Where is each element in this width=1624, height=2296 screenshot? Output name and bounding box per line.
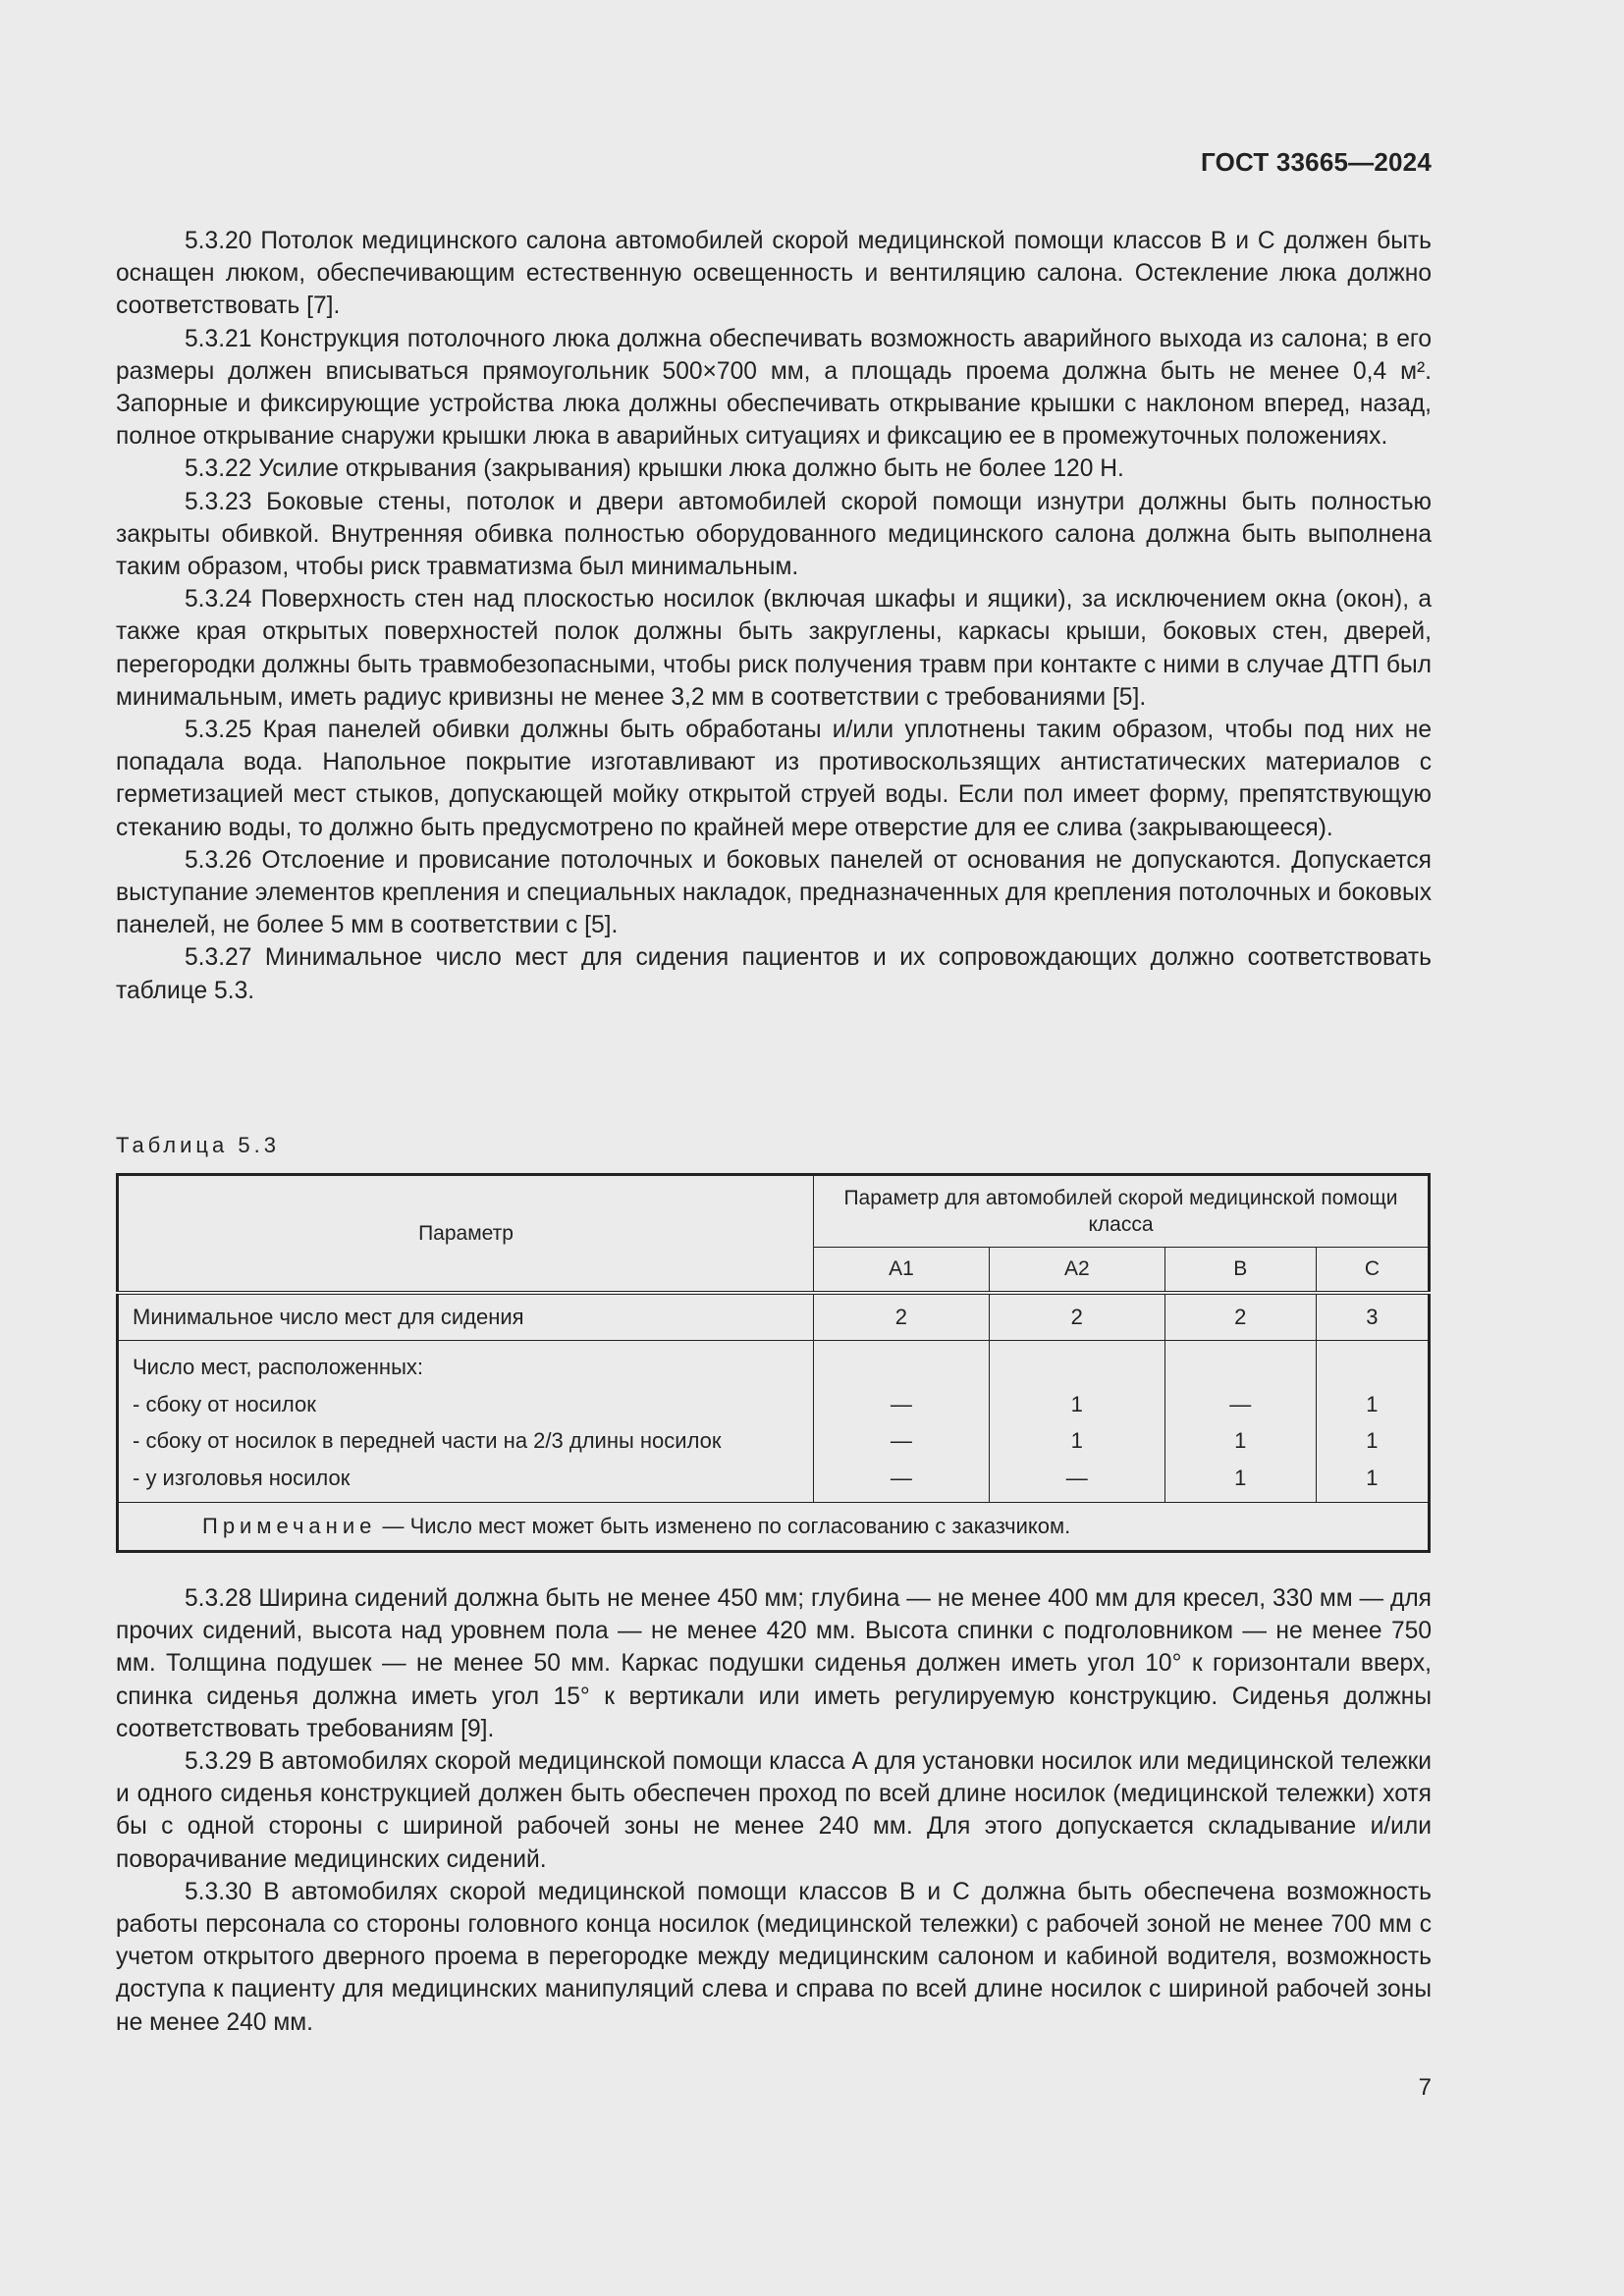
- header-parameter: Параметр: [118, 1175, 814, 1294]
- paragraph-5-3-28: 5.3.28 Ширина сидений должна быть не менее 450 мм; глубина — не менее 400 мм для кресел, 330 мм — для прочих сидений, высота над уровнем пола — не менее 420 мм. Высота спинки с подголовником — не менее 750 мм. Толщина подушек — не менее 50 мм. Каркас подушки сиденья должен иметь угол 10° к горизонтали вверх, спинка сиденья должна иметь угол 15° к вертикали или иметь регулируемую конструкцию. Сиденья должны соответствовать требованиям [9].: [116, 1585, 1432, 1742]
- cell-value: 3: [1316, 1293, 1429, 1341]
- cell-value: 2: [1164, 1293, 1316, 1341]
- group-item-label: - сбоку от носилок в передней части на 2/3 длины носилок: [133, 1428, 722, 1453]
- cell-column-a2: [989, 1341, 1164, 1503]
- row-label-group: [118, 1341, 814, 1503]
- paragraph-5-3-22: 5.3.22 Усилие открывания (закрывания) крышки люка должно быть не более 120 Н.: [185, 455, 1124, 483]
- paragraph-5-3-25: 5.3.25 Края панелей обивки должны быть обработаны и/или уплотнены таким образом, чтобы под них не попадала вода. Напольное покрытие изготавливают из противоскользящих антистатических материалов с герметизацией мест стыков, допускающей мойку открытой струей воды. Если пол имеет форму, препятствующую стеканию воды, то должно быть предусмотрено по крайней мере отверстие для ее слива (закрывающееся).: [116, 717, 1432, 841]
- standard-designation: ГОСТ 33665—2024: [1201, 147, 1432, 177]
- table-note-row: [118, 1503, 1430, 1552]
- group-title: Число мест, расположенных:: [133, 1355, 423, 1379]
- seating-table: [116, 1173, 1431, 1553]
- header-class-c: С: [1316, 1248, 1429, 1294]
- paragraph-5-3-23: 5.3.23 Боковые стены, потолок и двери автомобилей скорой помощи изнутри должны быть полностью закрыты обивкой. Внутренняя обивка полностью оборудованного медицинского салона должна быть выполнена таким образом, чтобы риск травматизма был минимальным.: [116, 488, 1432, 581]
- cell-value: —: [890, 1391, 912, 1416]
- paragraph-5-3-20: 5.3.20 Потолок медицинского салона автомобилей скорой медицинской помощи классов В и С должен быть оснащен люком, обеспечивающим естественную освещенность и вентиляцию салона. Остекление люка должно соответствовать [7].: [116, 228, 1432, 320]
- cell-value: 1: [1234, 1465, 1247, 1490]
- paragraph-5-3-26: 5.3.26 Отслоение и провисание потолочных и боковых панелей от основания не допускаются. Допускается выступание элементов крепления и специальных накладок, предназначенных для крепления потолочных и боковых панелей, не более 5 мм в соответствии с [5].: [116, 846, 1432, 939]
- page-number: 7: [1418, 2074, 1432, 2101]
- cell-value: —: [1229, 1391, 1252, 1416]
- group-item-label: - сбоку от носилок: [133, 1391, 316, 1416]
- table-caption: Таблица 5.3: [116, 1133, 280, 1157]
- cell-column-b: [1164, 1341, 1316, 1503]
- table-note: [118, 1503, 1430, 1552]
- cell-value: 1: [1366, 1465, 1379, 1490]
- paragraph-5-3-24: 5.3.24 Поверхность стен над плоскостью носилок (включая шкафы и ящики), за исключением окна (окон), а также края открытых поверхностей полок должны быть закруглены, каркасы крыши, боковых стен, дверей, перегородки должны быть травмобезопасными, чтобы риск получения травм при контакте с ними в случае ДТП был минимальным, иметь радиус кривизны не менее 3,2 мм в соответствии с требованиями [5].: [116, 586, 1432, 711]
- cell-column-c: [1316, 1341, 1429, 1503]
- header-class-a1: А1: [814, 1248, 990, 1294]
- row-label: Минимальное число мест для сидения: [118, 1293, 814, 1341]
- cell-value: —: [890, 1428, 912, 1453]
- table-row: [118, 1341, 1430, 1503]
- header-class-b: В: [1164, 1248, 1316, 1294]
- paragraph-5-3-27: 5.3.27 Минимальное число мест для сидения пациентов и их сопровождающих должно соответствовать таблице 5.3.: [116, 944, 1432, 1004]
- body-text-top: [116, 225, 1432, 1007]
- cell-value: —: [890, 1465, 912, 1490]
- cell-value: 2: [814, 1293, 990, 1341]
- cell-value: 1: [1234, 1428, 1247, 1453]
- cell-value: 1: [1366, 1428, 1379, 1453]
- cell-value: 1: [1070, 1428, 1083, 1453]
- header-class-group: Параметр для автомобилей скорой медицинской помощи класса: [814, 1175, 1430, 1248]
- paragraph-5-3-21: 5.3.21 Конструкция потолочного люка должна обеспечивать возможность аварийного выхода из салона; в его размеры должен вписываться прямоугольник 500×700 мм, а площадь проема должна быть не менее 0,4 м². Запорные и фиксирующие устройства люка должны обеспечивать открывание крышки с наклоном вперед, назад, полное открывание снаружи крышки люка в аварийных ситуациях и фиксацию ее в промежуточных положениях.: [116, 325, 1432, 451]
- note-text: — Число мест может быть изменено по согласованию с заказчиком.: [376, 1514, 1071, 1538]
- cell-value: 2: [989, 1293, 1164, 1341]
- paragraph-5-3-29: 5.3.29 В автомобилях скорой медицинской помощи класса А для установки носилок или медицинской тележки и одного сиденья конструкцией должен быть обеспечен проход по всей длине носилок (медицинской тележки) хотя бы с одной стороны с шириной рабочей зоны не менее 240 мм. Для этого допускается складывание и/или поворачивание медицинских сидений.: [116, 1748, 1432, 1873]
- body-text-bottom: [116, 1582, 1432, 2039]
- cell-column-a1: [814, 1341, 990, 1503]
- cell-value: 1: [1070, 1391, 1083, 1416]
- group-item-label: - у изголовья носилок: [133, 1465, 351, 1490]
- table-row: [118, 1293, 1430, 1341]
- cell-value: —: [1065, 1465, 1088, 1490]
- table-header-row: [118, 1175, 1430, 1248]
- header-class-a2: А2: [989, 1248, 1164, 1294]
- paragraph-5-3-30: 5.3.30 В автомобилях скорой медицинской помощи классов В и С должна быть обеспечена возможность работы персонала со стороны головного конца носилок (медицинской тележки) с рабочей зоной не менее 700 мм с учетом открытого дверного проема в перегородке между медицинским салоном и кабиной водителя, возможность доступа к пациенту для медицинских манипуляций слева и справа по всей длине носилок с шириной рабочей зоны не менее 240 мм.: [116, 1878, 1432, 2036]
- cell-value: 1: [1366, 1391, 1379, 1416]
- note-heading: Примечание: [202, 1514, 377, 1538]
